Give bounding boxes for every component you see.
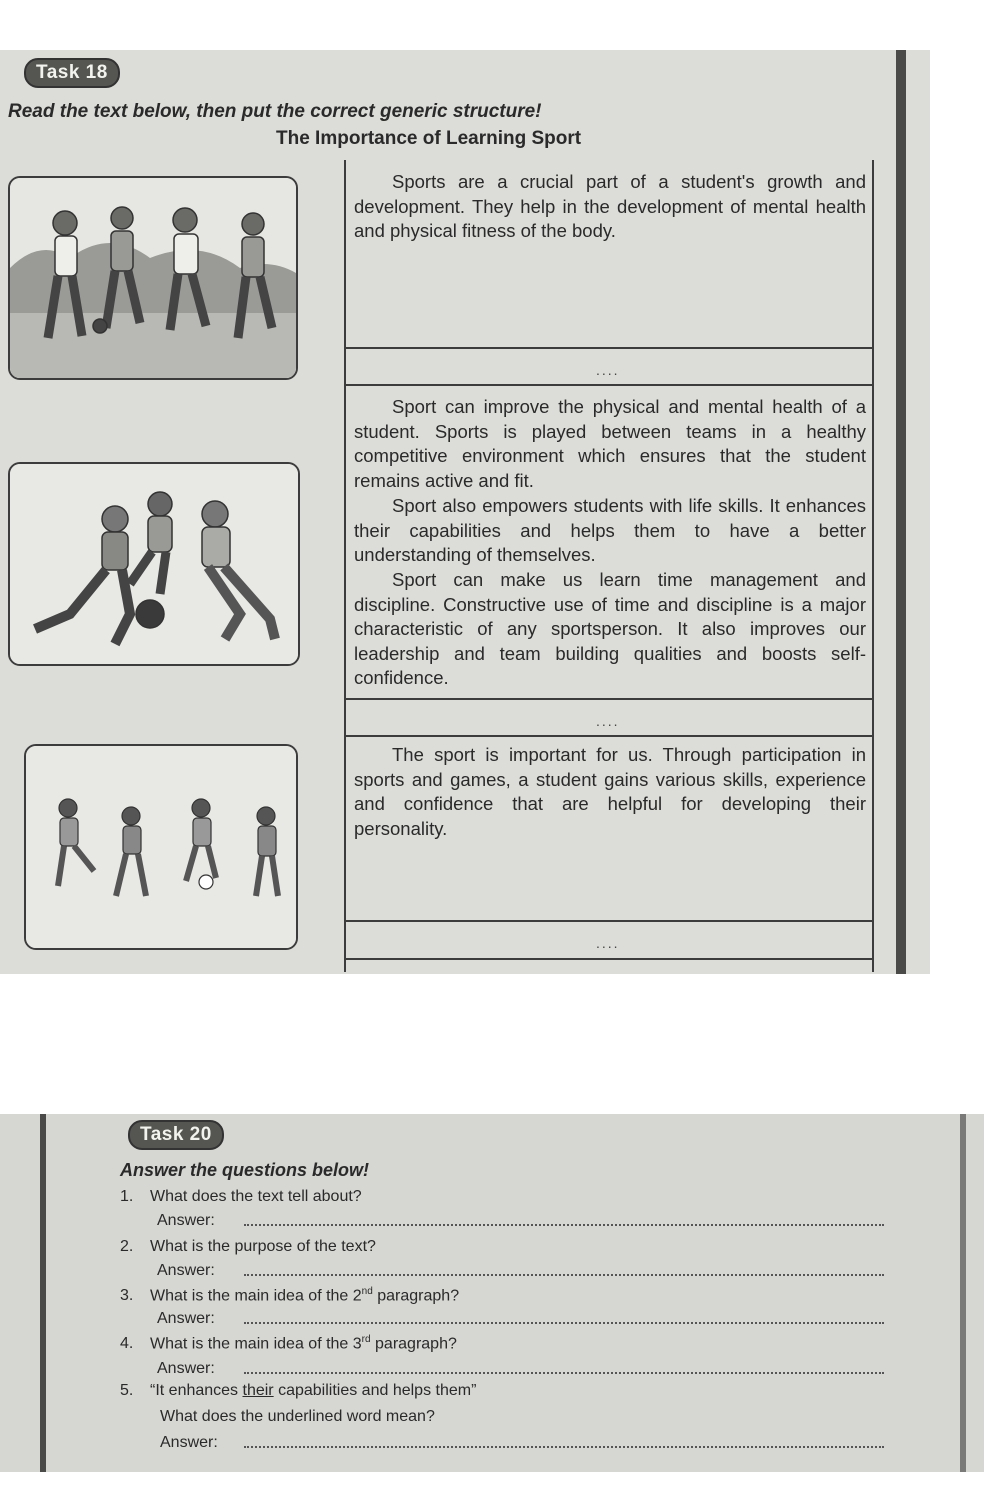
task20-instruction: Answer the questions below! <box>120 1160 370 1180</box>
paragraph-3: Sport also empowers students with life skills. It enhances their capabilities and helps them to have a better understanding of themselves. <box>354 495 866 565</box>
answer-line-5[interactable] <box>244 1446 884 1448</box>
question-4: 4. What is the main idea of the 3rd paragraph? <box>120 1334 457 1353</box>
question-5-prompt: What does the underlined word mean? <box>160 1408 435 1425</box>
illustration-girls-football <box>8 462 300 666</box>
children-running-icon <box>10 178 296 378</box>
answer-label-5: Answer: <box>160 1434 218 1451</box>
answer-line-3[interactable] <box>244 1322 884 1324</box>
answer-line-2[interactable] <box>244 1274 884 1276</box>
question-1: 1. What does the text tell about? <box>120 1188 362 1205</box>
answer-label-1: Answer: <box>157 1212 215 1229</box>
divider <box>344 698 874 700</box>
page-edge <box>960 1114 966 1472</box>
paragraph-2: Sport can improve the physical and mental health of a student. Sports is played between teams in a healthy competitive environment which ensures that the student remains active and fit. <box>354 396 866 491</box>
structure-blank-2[interactable]: .... <box>596 713 620 729</box>
task18-instruction: Read the text below, then put the correct generic structure! <box>8 101 542 122</box>
answer-label-2: Answer: <box>157 1262 215 1279</box>
divider <box>344 384 874 386</box>
illustration-children-running <box>8 176 298 380</box>
question-2: 2. What is the purpose of the text? <box>120 1238 376 1255</box>
divider <box>344 958 874 960</box>
girls-football-icon <box>10 464 298 664</box>
paragraph-1: Sports are a crucial part of a student's growth and development. They help in the development of mental health and physical fitness of the body. <box>354 171 866 241</box>
paragraph-4: Sport can make us learn time management and discipline. Constructive use of time and discipline is a major characteristic of any sportsperson. It also improves our leadership and team building qualities and boosts self-confidence. <box>354 569 866 688</box>
divider <box>344 920 874 922</box>
structure-blank-3[interactable]: .... <box>596 935 620 951</box>
page-binding <box>40 1114 46 1472</box>
question-5: 5. “It enhances their capabilities and helps them” <box>120 1382 477 1399</box>
question-3: 3. What is the main idea of the 2nd paragraph? <box>120 1286 460 1305</box>
text-title: The Importance of Learning Sport <box>276 128 582 149</box>
answer-label-4: Answer: <box>157 1360 215 1377</box>
structure-blank-1[interactable]: .... <box>596 362 620 378</box>
illustration-kids-ball <box>24 744 298 950</box>
paragraph-5: The sport is important for us. Through participation in sports and games, a student gains various skills, experience and confidence that are helpful for developing their personality. <box>354 744 866 839</box>
divider <box>344 735 874 737</box>
kids-ball-icon <box>26 746 296 948</box>
task18-badge: Task 18 <box>24 58 120 88</box>
answer-label-3: Answer: <box>157 1310 215 1327</box>
page-binding <box>896 50 906 974</box>
task20-badge: Task 20 <box>128 1120 224 1150</box>
divider <box>344 347 874 349</box>
answer-line-1[interactable] <box>244 1224 884 1226</box>
answer-line-4[interactable] <box>244 1372 884 1374</box>
